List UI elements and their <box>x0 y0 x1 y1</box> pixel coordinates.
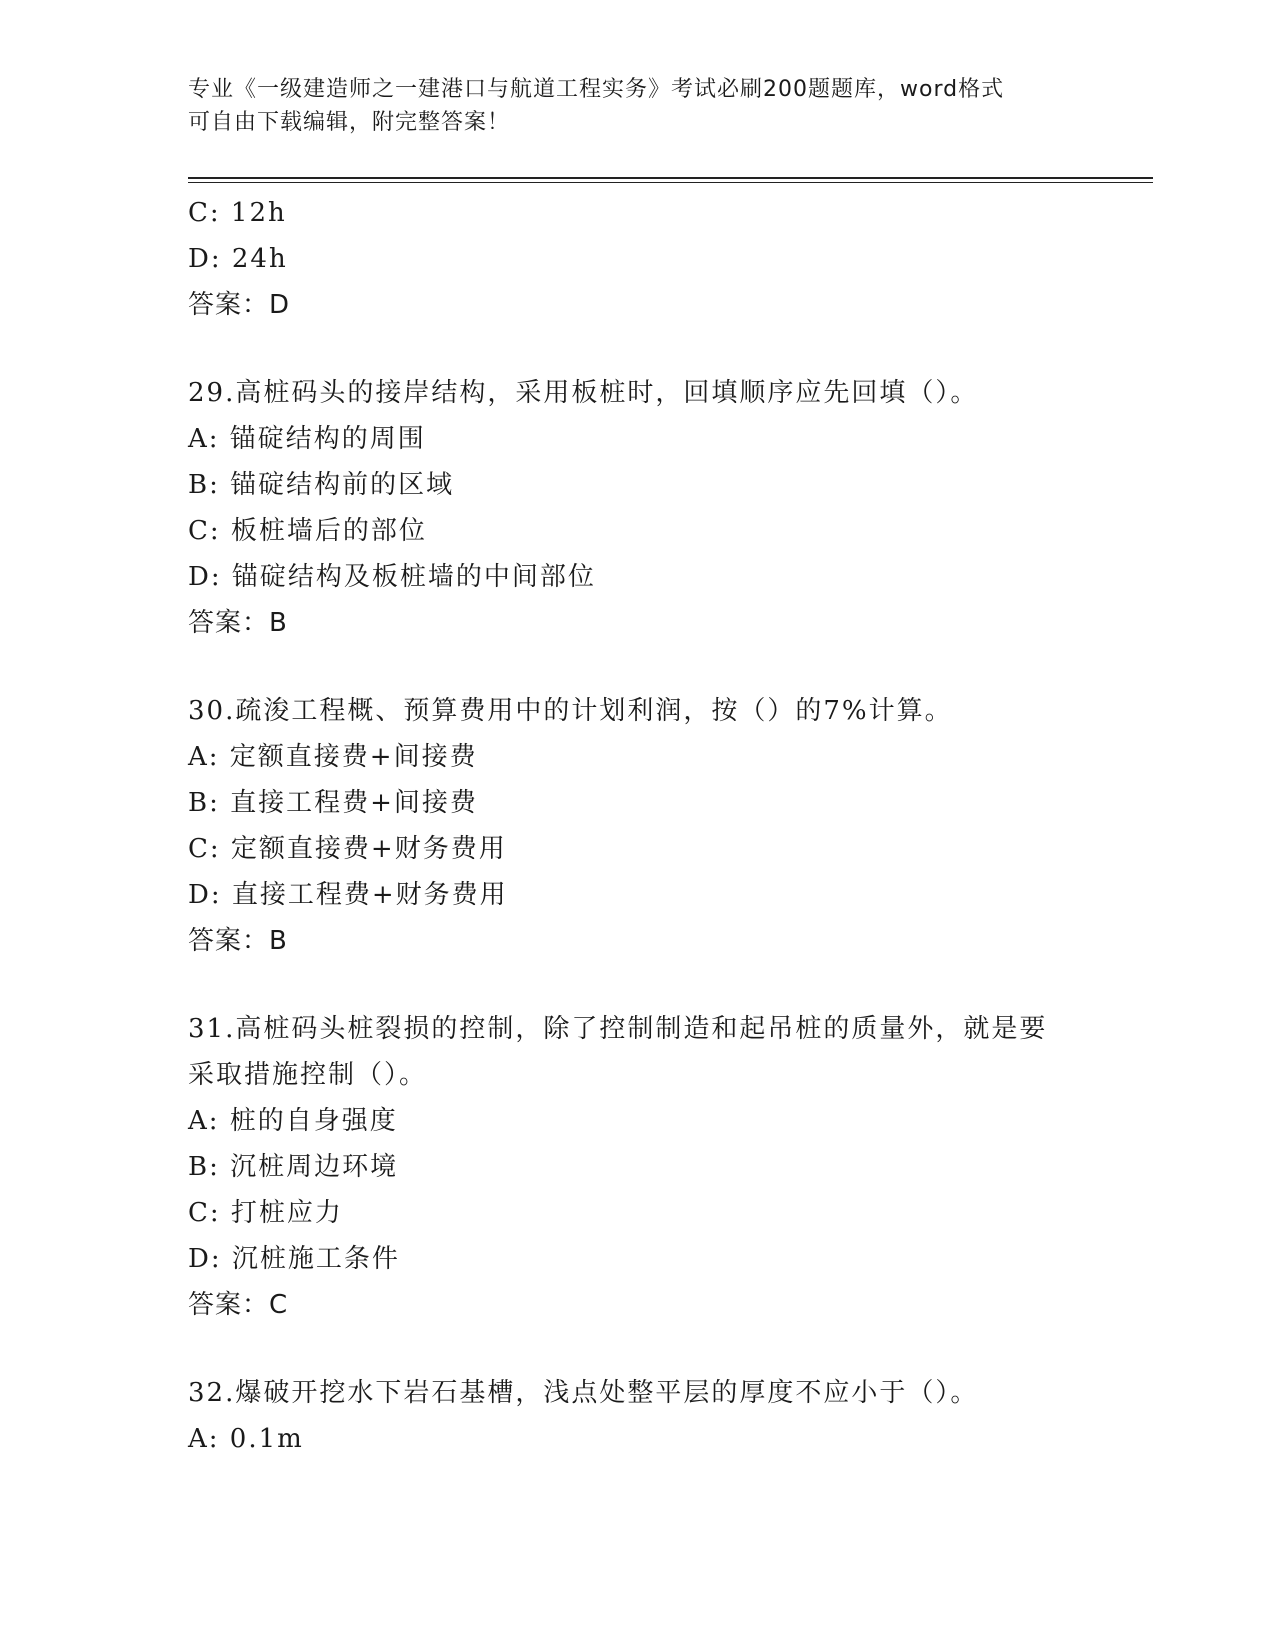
question-text: 32.爆破开挖水下岩石基槽，浅点处整平层的厚度不应小于（）。 <box>188 1378 979 1408</box>
answer-label: 答案：B <box>188 926 288 956</box>
question-text: 30.疏浚工程概、预算费用中的计划利润，按（）的7%计算。 <box>188 696 953 726</box>
option-d: D: 24h <box>188 244 288 274</box>
header-line-1: 专业《一级建造师之一建港口与航道工程实务》考试必刷200题题库，word格式 <box>188 77 1005 102</box>
option-a: A: 定额直接费+间接费 <box>188 742 478 772</box>
option-b: B: 沉桩周边环境 <box>188 1152 399 1182</box>
question-29 <box>188 370 1088 646</box>
option-d: D: 锚碇结构及板桩墙的中间部位 <box>188 562 596 592</box>
answer-label: 答案：B <box>188 608 288 638</box>
document-header <box>188 73 1088 139</box>
answer-label: 答案：D <box>188 290 291 320</box>
option-a: A: 0.1m <box>188 1424 304 1454</box>
option-b: B: 锚碇结构前的区域 <box>188 470 455 500</box>
option-a: A: 桩的自身强度 <box>188 1106 398 1136</box>
option-c: C: 板桩墙后的部位 <box>188 516 427 546</box>
option-c: C: 定额直接费+财务费用 <box>188 834 507 864</box>
question-32 <box>188 1370 1088 1462</box>
question-text-line-2: 采取措施控制（）。 <box>188 1060 428 1090</box>
question-30 <box>188 688 1088 964</box>
question-content <box>188 190 1088 1462</box>
option-d: D: 直接工程费+财务费用 <box>188 880 508 910</box>
answer-label: 答案：C <box>188 1290 289 1320</box>
option-c: C: 12h <box>188 198 287 228</box>
header-divider-thick <box>188 177 1153 179</box>
question-text-line-1: 31.高桩码头桩裂损的控制，除了控制制造和起吊桩的质量外，就是要 <box>188 1014 1048 1044</box>
question-31 <box>188 1006 1088 1328</box>
header-divider-thin <box>188 182 1153 183</box>
option-c: C: 打桩应力 <box>188 1198 343 1228</box>
header-line-2: 可自由下载编辑，附完整答案！ <box>188 110 511 135</box>
previous-question-tail <box>188 190 1088 328</box>
option-d: D: 沉桩施工条件 <box>188 1244 400 1274</box>
option-b: B: 直接工程费+间接费 <box>188 788 478 818</box>
option-a: A: 锚碇结构的周围 <box>188 424 426 454</box>
question-text: 29.高桩码头的接岸结构，采用板桩时，回填顺序应先回填（）。 <box>188 378 979 408</box>
